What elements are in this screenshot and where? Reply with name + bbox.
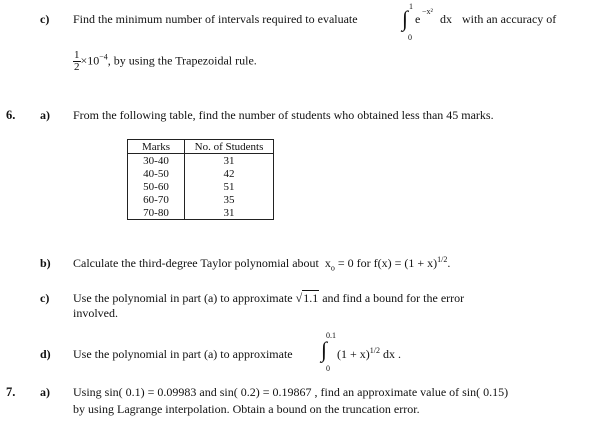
q6c-line2: involved. — [73, 306, 118, 320]
table-cell-marks: 50-60 — [128, 180, 185, 193]
q7a-label: a) — [40, 385, 50, 399]
integral-sign-icon: ∫ — [402, 6, 409, 31]
q6a-label: a) — [40, 108, 50, 122]
integrand: e — [415, 12, 421, 26]
q6c-text-before: Use the polynomial in part (a) to approximate — [73, 291, 293, 305]
q5c-exponent: −4 — [99, 52, 108, 62]
q6b-exponent: 1/2 — [437, 255, 448, 264]
q5c-text-after: with an accuracy of — [462, 12, 557, 26]
table-row — [128, 193, 274, 206]
table-cell-students: 31 — [185, 154, 274, 168]
table-cell-marks: 70-80 — [128, 206, 185, 220]
q6d-label: d) — [40, 347, 51, 361]
table-header-row — [128, 140, 274, 154]
q6b-text: Calculate the third-degree Taylor polynomial about — [73, 256, 319, 270]
q6b-label: b) — [40, 256, 51, 270]
marks-table — [127, 139, 274, 220]
table-cell-students: 31 — [185, 206, 274, 220]
table-cell-students: 42 — [185, 167, 274, 180]
table-row — [128, 206, 274, 220]
integrand-exponent: −x² — [422, 7, 433, 16]
q6c-text-after: and find a bound for the error — [322, 291, 465, 305]
q5c-integral — [401, 2, 431, 44]
table-row — [128, 167, 274, 180]
sqrt-icon: √1.1 — [295, 291, 319, 305]
table-header-students: No. of Students — [185, 140, 274, 154]
table-cell-marks: 60-70 — [128, 193, 185, 206]
q5c-times: ×10 — [80, 53, 100, 68]
integral-upper-limit: 0.1 — [326, 331, 336, 340]
q6-number: 6. — [6, 108, 16, 122]
integral-lower-limit: 0 — [408, 33, 412, 42]
q5c-label: c) — [40, 12, 50, 26]
table-cell-marks: 30-40 — [128, 154, 185, 168]
integral-sign-icon: ∫ — [321, 337, 328, 362]
q6d-integrand: (1 + x) — [337, 347, 370, 361]
table-cell-students: 35 — [185, 193, 274, 206]
q5c-dx: dx — [440, 12, 452, 26]
q6d-rest — [337, 347, 401, 362]
table-cell-students: 51 — [185, 180, 274, 193]
q6c-sqrt-value: 1.1 — [303, 291, 319, 305]
q5c-text-before: Find the minimum number of intervals required to evaluate — [73, 12, 358, 26]
q7a-line1: Using sin( 0.1) = 0.09983 and sin( 0.2) = 0.19867 , find an approximate value of sin( 0.15) — [73, 385, 509, 399]
q6c-line1 — [73, 291, 464, 306]
fraction-denominator: 2 — [74, 61, 80, 73]
q7a-line2: by using Lagrange interpolation. Obtain a bound on the truncation error. — [73, 402, 420, 416]
q6b-eq: = 0 for f(x) = (1 + x) — [334, 256, 438, 270]
q6b-line — [73, 256, 450, 272]
integral-lower-limit: 0 — [326, 364, 330, 373]
q7-number: 7. — [6, 385, 16, 399]
q6d-exponent: 1/2 — [369, 346, 380, 355]
q5c-line2-rest: , by using the Trapezoidal rule. — [107, 53, 257, 68]
q6d-text-before: Use the polynomial in part (a) to approximate — [73, 347, 293, 361]
table-row — [128, 154, 274, 168]
q6c-label: c) — [40, 291, 50, 305]
q6b-x0: x — [324, 256, 331, 270]
table-row — [128, 180, 274, 193]
q6a-text: From the following table, find the number of students who obtained less than 45 marks. — [73, 108, 494, 122]
table-cell-marks: 40-50 — [128, 167, 185, 180]
integral-upper-limit: 1 — [409, 2, 413, 11]
table-header-marks: Marks — [128, 140, 185, 154]
q5c-fraction — [73, 50, 81, 73]
q6b-x0-sub: o — [330, 263, 335, 273]
q5c-line2 — [73, 50, 257, 73]
q6b-end: . — [447, 256, 451, 270]
q6d-end: dx . — [383, 347, 401, 361]
fraction-numerator: 1 — [74, 49, 80, 61]
